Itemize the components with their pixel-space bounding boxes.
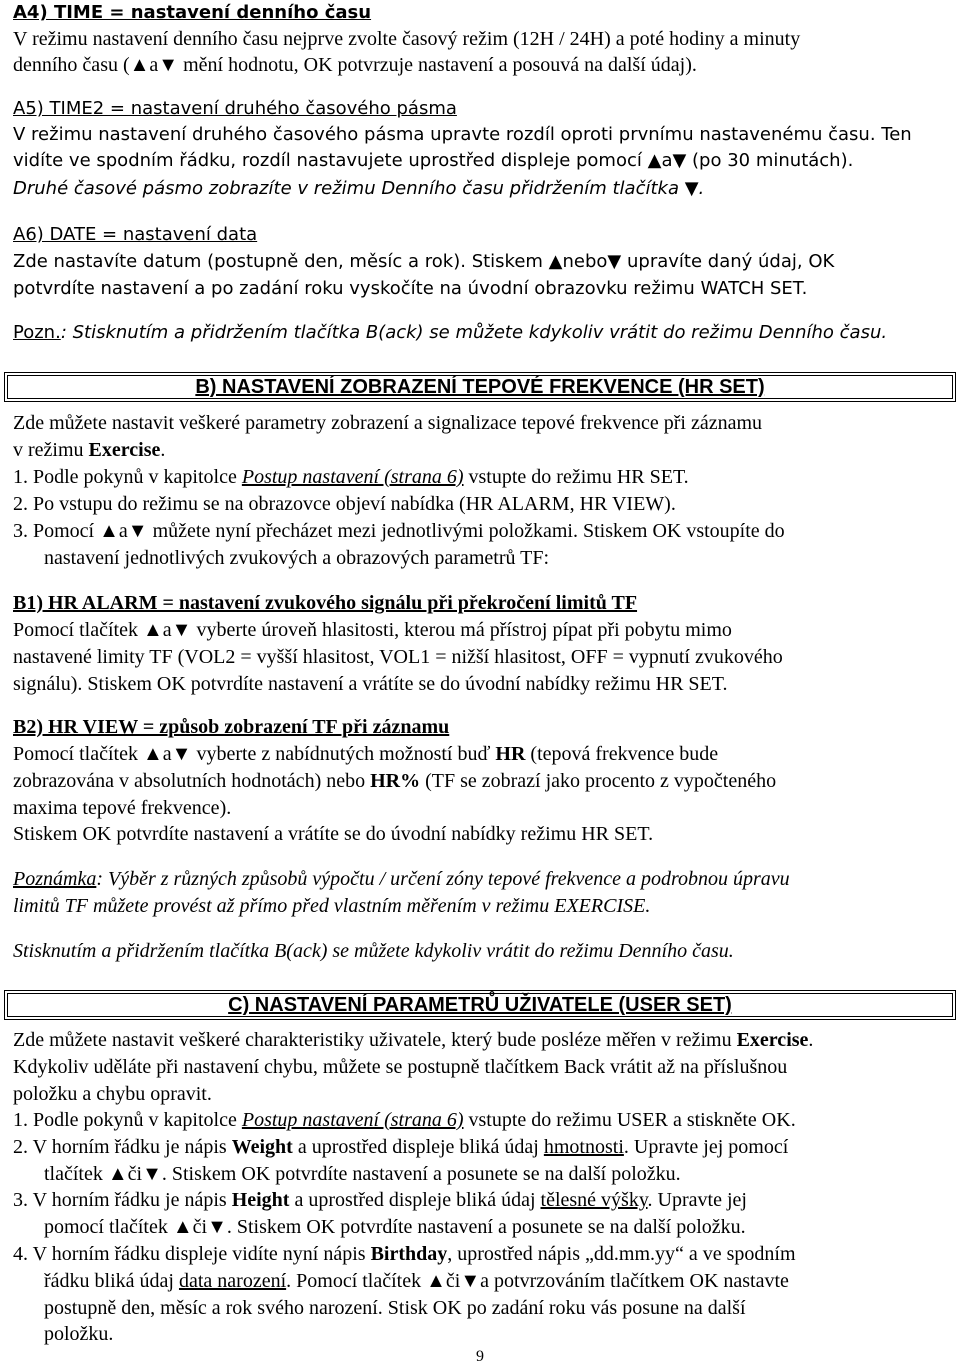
poznamka-text: : Výběr z různých způsobů výpočtu / určení zóny tepové frekvence a podrobnou úpravu	[96, 868, 790, 890]
item-text: . Upravte jej pomocí	[623, 1136, 789, 1158]
pozn-note	[13, 320, 887, 346]
item-text: 3. V horním řádku je nápis	[13, 1189, 232, 1211]
section-c-item-4-cont: položku.	[44, 1323, 114, 1345]
intro-text: .	[160, 439, 166, 461]
b1-heading: B1) HR ALARM = nastavení zvukového signálu při překročení limitů TF	[13, 592, 638, 614]
b1-text-line: signálu). Stiskem OK potvrdíte nastavení a vrátíte se do úvodní nabídky režimu HR SET.	[13, 673, 728, 695]
b2-text: (tepová frekvence bude	[525, 743, 719, 765]
a4-heading: A4) TIME = nastavení denního času	[13, 2, 372, 23]
item-underlined-text: hmotnosti	[543, 1136, 624, 1158]
b2-text: zobrazována v absolutních hodnotách) nebo	[13, 770, 371, 792]
section-b-title: B) NASTAVENÍ ZOBRAZENÍ TEPOVÉ FREKVENCE (HR SET)	[195, 376, 765, 398]
b2-bold-text: HR%	[370, 770, 421, 792]
b2-text-line: Stiskem OK potvrdíte nastavení a vrátíte se do úvodní nabídky režimu HR SET.	[13, 823, 654, 845]
a4-text-line: denního času (▲a▼ mění hodnotu, OK potvrzuje nastavení a posouvá na další údaj).	[13, 54, 697, 76]
poznamka-note-line: limitů TF můžete provést až přímo před vlastním měřením v režimu EXERCISE.	[13, 895, 651, 917]
b1-text-line: nastavené limity TF (VOL2 = vyšší hlasitost, VOL1 = nižší hlasitost, OFF = vypnutí zvukového	[13, 646, 783, 668]
b1-text-line: Pomocí tlačítek ▲a▼ vyberte úroveň hlasitosti, kterou má přístroj pípat při pobytu mimo	[13, 619, 732, 641]
section-c-item-3-cont: pomocí tlačítek ▲či▼. Stiskem OK potvrdíte nastavení a posunete se na další položku.	[44, 1216, 746, 1238]
item-reference-link[interactable]: Postup nastavení (strana 6)	[241, 1109, 464, 1131]
a5-text-line: V režimu nastavení druhého časového pásma upravte rozdíl oproti prvnímu nastavenému času. Ten	[13, 124, 912, 145]
section-b-intro-line	[13, 437, 165, 463]
item-text: 4. V horním řádku displeje vidíte nyní nápis	[13, 1243, 371, 1265]
section-c-intro-line	[13, 1027, 813, 1053]
item-underlined-text: tělesné výšky	[540, 1189, 648, 1211]
section-c-item-2-cont: tlačítek ▲či▼. Stiskem OK potvrdíte nastavení a posunete se na další položku.	[44, 1163, 681, 1185]
section-c-item-3	[13, 1187, 747, 1213]
a6-text-line: Zde nastavíte datum (postupně den, měsíc a rok). Stiskem ▲nebo▼ upravíte daný údaj, OK	[13, 251, 835, 272]
section-b-item-2: 2. Po vstupu do režimu se na obrazovce objeví nabídka (HR ALARM, HR VIEW).	[13, 493, 676, 515]
intro-bold-text: Exercise	[736, 1029, 809, 1051]
section-c-item-4	[13, 1241, 796, 1267]
section-c-item-4-cont	[44, 1268, 789, 1294]
intro-text: .	[808, 1029, 814, 1051]
item-underlined-text: data narození	[178, 1270, 287, 1292]
pozn-text: : Stisknutím a přidržením tlačítka B(ack) se můžete kdykoliv vrátit do režimu Denního času.	[60, 322, 888, 343]
section-c-item-4-cont: postupně den, měsíc a rok svého narození. Stisk OK po zadání roku vás posune na další	[44, 1297, 746, 1319]
b2-heading: B2) HR VIEW = způsob zobrazení TF při záznamu	[13, 716, 450, 738]
section-c-item-1	[13, 1107, 796, 1133]
a5-text-line: vidíte ve spodním řádku, rozdíl nastavujete uprostřed displeje pomocí ▲a▼ (po 30 minutách).	[13, 150, 854, 171]
item-bold-text: Height	[231, 1189, 290, 1211]
item-bold-text: Birthday	[370, 1243, 448, 1265]
a6-heading: A6) DATE = nastavení data	[13, 224, 258, 245]
section-c-intro-line: položku a chybu opravit.	[13, 1083, 212, 1105]
item-text: . Pomocí tlačítek ▲či▼a potvrzováním tlačítkem OK nastavte	[286, 1270, 789, 1292]
item-text: 1. Podle pokynů v kapitolce	[13, 1109, 242, 1131]
b2-text-line	[13, 768, 776, 794]
item-text: . Upravte jej	[647, 1189, 747, 1211]
section-b-item-1	[13, 464, 689, 490]
a5-text-line: Druhé časové pásmo zobrazíte v režimu Denního času přidržením tlačítka ▼.	[13, 178, 705, 199]
section-b-item-3-cont: nastavení jednotlivých zvukových a obrazových parametrů TF:	[44, 547, 550, 569]
item-text: 1. Podle pokynů v kapitolce	[13, 466, 242, 488]
intro-text: Zde můžete nastavit veškeré charakteristiky uživatele, který bude posléze měřen v režimu	[13, 1029, 737, 1051]
intro-bold-text: Exercise	[88, 439, 161, 461]
item-text: a uprostřed displeje bliká údaj	[292, 1136, 544, 1158]
intro-text: v režimu	[13, 439, 89, 461]
section-b-item-3: 3. Pomocí ▲a▼ můžete nyní přecházet mezi jednotlivými položkami. Stiskem OK vstoupíte do	[13, 520, 785, 542]
item-text: řádku bliká údaj	[44, 1270, 179, 1292]
section-b-intro-line: Zde můžete nastavit veškeré parametry zobrazení a signalizace tepové frekvence při záznamu	[13, 412, 763, 434]
item-text: vstupte do režimu USER a stiskněte OK.	[463, 1109, 796, 1131]
poznamka-note	[13, 866, 790, 892]
section-c-intro-line: Kdykoliv uděláte při nastavení chybu, můžete se postupně tlačítkem Back vrátit až na příslušnou	[13, 1056, 788, 1078]
b2-text-line	[13, 741, 718, 767]
pozn-label: Pozn.	[13, 322, 61, 343]
b2-text: Pomocí tlačítek ▲a▼ vyberte z nabídnutých možností buď	[13, 743, 496, 765]
item-reference-link[interactable]: Postup nastavení (strana 6)	[241, 466, 464, 488]
b2-text-line: maxima tepové frekvence).	[13, 797, 232, 819]
a5-heading: A5) TIME2 = nastavení druhého časového pásma	[13, 98, 457, 119]
section-c-item-2	[13, 1134, 788, 1160]
item-text: 2. V horním řádku je nápis	[13, 1136, 232, 1158]
item-bold-text: Weight	[231, 1136, 293, 1158]
a6-text-line: potvrdíte nastavení a po zadání roku vyskočíte na úvodní obrazovku režimu WATCH SET.	[13, 278, 808, 299]
b2-text: (TF se zobrazí jako procento z vypočteného	[420, 770, 777, 792]
a4-text-line: V režimu nastavení denního času nejprve zvolte časový režim (12H / 24H) a poté hodiny a minuty	[13, 28, 801, 50]
item-text: a uprostřed displeje bliká údaj	[289, 1189, 541, 1211]
page-number: 9	[476, 1348, 484, 1365]
back-note: Stisknutím a přidržením tlačítka B(ack) se můžete kdykoliv vrátit do režimu Denního času.	[13, 940, 734, 962]
poznamka-label: Poznámka	[13, 868, 97, 890]
item-text: vstupte do režimu HR SET.	[463, 466, 689, 488]
item-text: , uprostřed nápis „dd.mm.yy“ a ve spodním	[447, 1243, 796, 1265]
section-c-title: C) NASTAVENÍ PARAMETRŮ UŽIVATELE (USER SET)	[228, 994, 732, 1016]
b2-bold-text: HR	[495, 743, 526, 765]
